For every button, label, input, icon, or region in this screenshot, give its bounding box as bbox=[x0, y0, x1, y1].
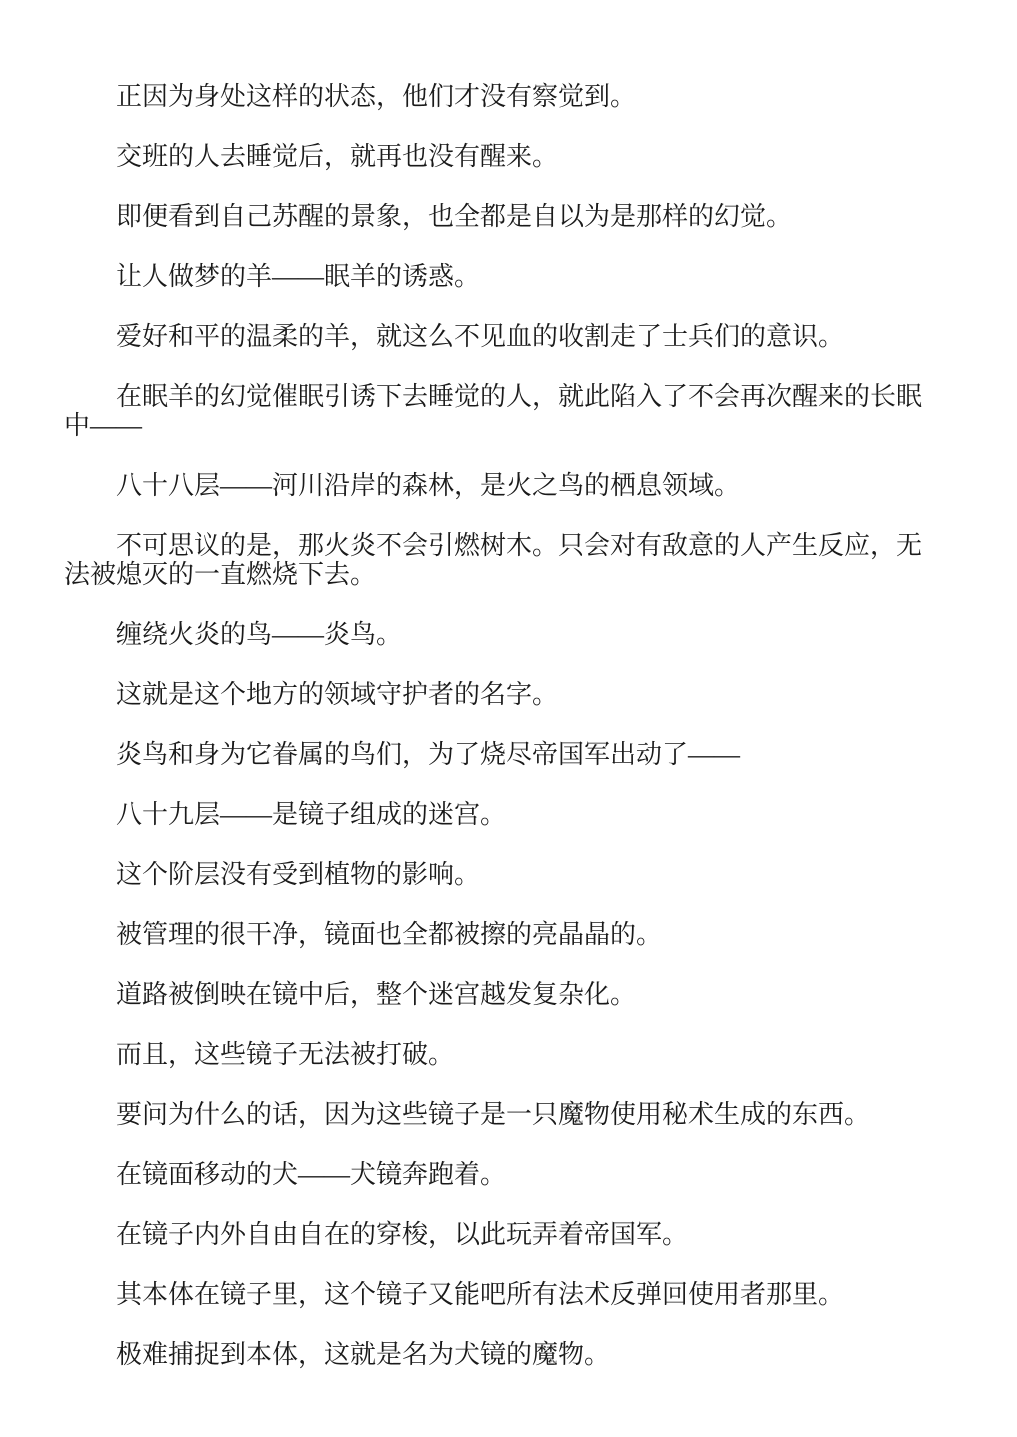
paragraph: 极难捕捉到本体，这就是名为犬镜的魔物。 bbox=[116, 1340, 611, 1369]
paragraph: 而且，这些镜子无法被打破。 bbox=[116, 1040, 455, 1069]
paragraph: 不可思议的是，那火炎不会引燃树木。只会对有敌意的人产生反应，无法被熄灭的一直燃烧下去。 bbox=[64, 531, 923, 589]
paragraph: 让人做梦的羊——眠羊的诱惑。 bbox=[116, 262, 481, 291]
paragraph: 这个阶层没有受到植物的影响。 bbox=[116, 860, 481, 889]
paragraph: 这就是这个地方的领域守护者的名字。 bbox=[116, 680, 559, 709]
paragraph: 在镜面移动的犬——犬镜奔跑着。 bbox=[116, 1160, 507, 1189]
paragraph: 道路被倒映在镜中后，整个迷宫越发复杂化。 bbox=[116, 980, 637, 1009]
paragraph: 正因为身处这样的状态，他们才没有察觉到。 bbox=[116, 82, 637, 111]
paragraph: 缠绕火炎的鸟——炎鸟。 bbox=[116, 620, 403, 649]
paragraph: 其本体在镜子里，这个镜子又能吧所有法术反弹回使用者那里。 bbox=[116, 1280, 845, 1309]
paragraph: 炎鸟和身为它眷属的鸟们，为了烧尽帝国军出动了—— bbox=[116, 740, 741, 769]
paragraph: 八十八层——河川沿岸的森林，是火之鸟的栖息领域。 bbox=[116, 471, 741, 500]
paragraph: 八十九层——是镜子组成的迷宫。 bbox=[116, 800, 507, 829]
paragraph: 在眠羊的幻觉催眠引诱下去睡觉的人，就此陷入了不会再次醒来的长眠中—— bbox=[64, 382, 923, 440]
paragraph: 即便看到自己苏醒的景象，也全都是自以为是那样的幻觉。 bbox=[116, 202, 793, 231]
paragraph: 要问为什么的话，因为这些镜子是一只魔物使用秘术生成的东西。 bbox=[116, 1100, 871, 1129]
paragraph: 爱好和平的温柔的羊，就这么不见血的收割走了士兵们的意识。 bbox=[116, 322, 845, 351]
paragraph: 被管理的很干净，镜面也全都被擦的亮晶晶的。 bbox=[116, 920, 663, 949]
paragraph: 交班的人去睡觉后，就再也没有醒来。 bbox=[116, 142, 559, 171]
paragraph: 在镜子内外自由自在的穿梭，以此玩弄着帝国军。 bbox=[116, 1220, 689, 1249]
